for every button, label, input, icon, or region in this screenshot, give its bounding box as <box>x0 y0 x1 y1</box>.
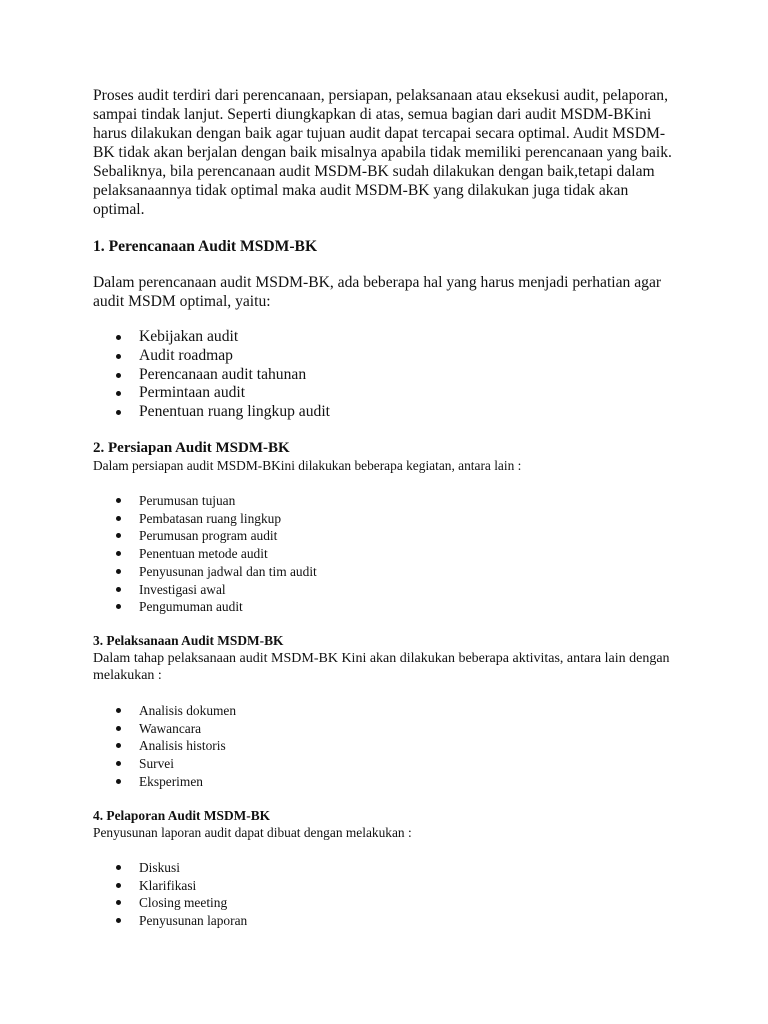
section-2-intro <box>93 458 693 474</box>
section-heading: 3. Pelaksanaan Audit MSDM-BK <box>93 633 284 648</box>
list-item: Perumusan program audit <box>93 527 317 545</box>
section-1-intro <box>93 273 663 311</box>
list-item: Audit roadmap <box>93 347 330 366</box>
list-item: Permintaan audit <box>93 384 330 403</box>
list-item: Klarifikasi <box>93 877 247 895</box>
section-paragraph: Dalam perencanaan audit MSDM-BK, ada beberapa hal yang harus menjadi perhatian agar audit MSDM optimal, yaitu: <box>93 274 662 310</box>
section-4-intro <box>93 825 693 841</box>
section-1-list <box>93 328 330 422</box>
list-item: Perumusan tujuan <box>93 492 317 510</box>
intro-paragraph: Proses audit terdiri dari perencanaan, persiapan, pelaksanaan atau eksekusi audit, pelaporan, sampai tindak lanjut. Seperti diungkapkan di atas, semua bagian dari audit MSDM-BKini harus dilakukan dengan baik agar tujuan audit dapat tercapai secara optimal. Audit MSDM-BK tidak akan berjalan dengan baik misalnya apabila tidak memiliki perencanaan yang baik. Sebaliknya, bila perencanaan audit MSDM-BK sudah dilakukan dengan baik,tetapi dalam pelaksanaannya tidak optimal maka audit MSDM-BK yang dilakukan juga tidak akan optimal. <box>93 87 672 218</box>
list-item: Penentuan metode audit <box>93 545 317 563</box>
section-paragraph: Penyusunan laporan audit dapat dibuat dengan melakukan : <box>93 825 412 840</box>
list-item: Penyusunan laporan <box>93 912 247 930</box>
list-item: Pengumuman audit <box>93 598 317 616</box>
section-2-header <box>93 439 693 457</box>
list-item: Perencanaan audit tahunan <box>93 366 330 385</box>
list-item: Analisis dokumen <box>93 702 236 720</box>
list-item: Penyusunan jadwal dan tim audit <box>93 563 317 581</box>
list-item: Closing meeting <box>93 894 247 912</box>
section-4-list <box>93 859 247 930</box>
section-paragraph: Dalam tahap pelaksanaan audit MSDM-BK Kini akan dilakukan beberapa aktivitas, antara lain dengan melakukan : <box>93 651 670 683</box>
list-item: Survei <box>93 755 236 773</box>
section-2-list <box>93 492 317 616</box>
section-3-header <box>93 633 693 649</box>
list-item: Diskusi <box>93 859 247 877</box>
section-3-intro <box>93 651 673 684</box>
list-item: Analisis historis <box>93 737 236 755</box>
list-item: Eksperimen <box>93 773 236 791</box>
list-item: Kebijakan audit <box>93 328 330 347</box>
section-heading: 1. Perencanaan Audit MSDM-BK <box>93 238 318 255</box>
section-1-header <box>93 237 693 256</box>
section-4-header <box>93 808 693 824</box>
section-3-list <box>93 702 236 791</box>
list-item: Wawancara <box>93 720 236 738</box>
section-heading: 2. Persiapan Audit MSDM-BK <box>93 440 290 456</box>
list-item: Penentuan ruang lingkup audit <box>93 403 330 422</box>
list-item: Pembatasan ruang lingkup <box>93 510 317 528</box>
list-item: Investigasi awal <box>93 581 317 599</box>
section-paragraph: Dalam persiapan audit MSDM-BKini dilakukan beberapa kegiatan, antara lain : <box>93 458 522 473</box>
section-heading: 4. Pelaporan Audit MSDM-BK <box>93 808 271 823</box>
